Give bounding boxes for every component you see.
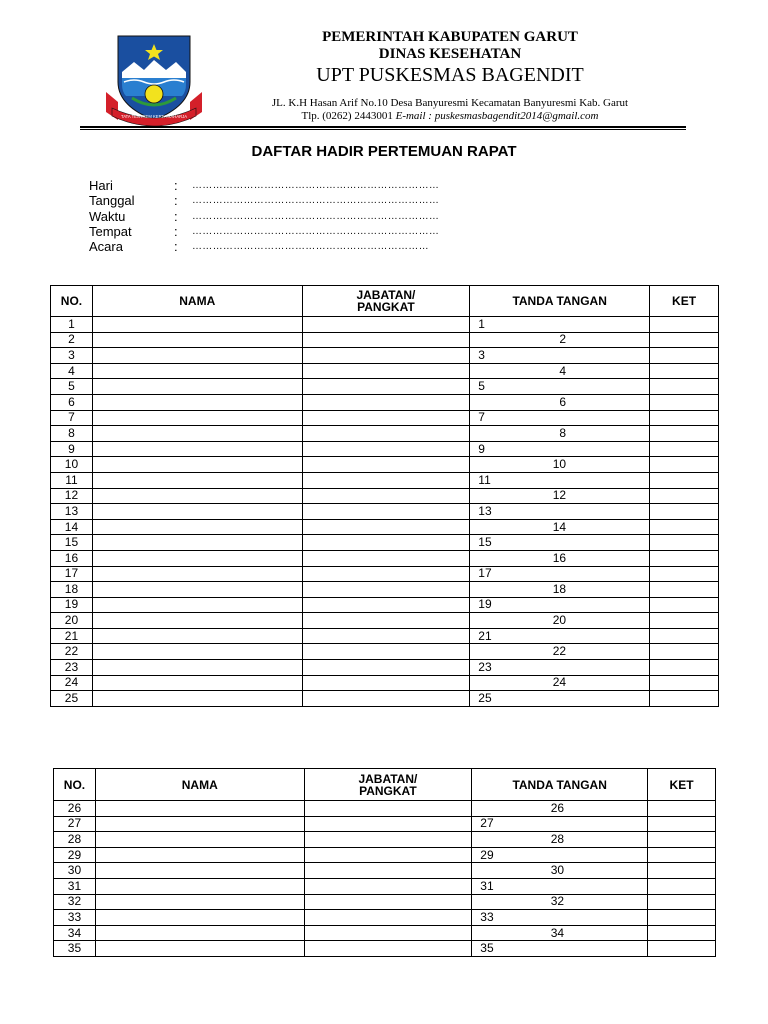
table-row [51,582,719,598]
signature-number: 2 [559,332,567,347]
signature-number: 19 [478,597,492,612]
name-cell[interactable] [92,535,302,551]
position-cell[interactable] [302,394,470,410]
row-number: 4 [51,363,93,379]
signature-number: 28 [550,831,565,846]
header-signature: TANDA TANGAN [472,769,648,801]
position-cell[interactable] [304,816,472,832]
remarks-cell[interactable] [650,472,719,488]
row-number: 15 [51,535,93,551]
remarks-cell[interactable] [650,394,719,410]
position-cell[interactable] [302,457,470,473]
remarks-cell[interactable] [648,925,716,941]
name-cell[interactable] [95,832,304,848]
position-cell[interactable] [302,613,470,629]
signature-number: 33 [480,909,494,924]
remarks-cell[interactable] [650,410,719,426]
signature-cell[interactable] [470,628,650,644]
info-label: Waktu [89,208,126,224]
row-number: 32 [54,894,96,910]
signature-cell[interactable] [472,941,648,957]
signature-cell[interactable] [470,332,650,348]
name-cell[interactable] [92,691,302,707]
row-number: 30 [54,863,96,879]
remarks-cell[interactable] [650,644,719,660]
signature-cell[interactable] [470,519,650,535]
name-cell[interactable] [92,644,302,660]
signature-number: 4 [559,363,567,378]
signature-number: 16 [552,550,567,565]
name-cell[interactable] [95,801,304,817]
name-cell[interactable] [92,660,302,676]
info-dots: ……………………………………………………………… [192,210,440,222]
signature-cell[interactable] [470,457,650,473]
name-cell[interactable] [92,488,302,504]
attendance-rows-2 [54,801,716,957]
signature-cell[interactable] [470,441,650,457]
header-email: E-mail : puskesmasbagendit2014@gmail.com [395,110,599,122]
remarks-cell[interactable] [650,660,719,676]
remarks-cell[interactable] [650,363,719,379]
name-cell[interactable] [92,332,302,348]
signature-number: 18 [552,581,567,596]
row-number: 25 [51,691,93,707]
row-number: 6 [51,394,93,410]
remarks-cell[interactable] [648,878,716,894]
header-institution: UPT PUSKESMAS BAGENDIT [316,64,584,86]
signature-cell[interactable] [470,394,650,410]
row-number: 19 [51,597,93,613]
position-cell[interactable] [302,519,470,535]
table-row [51,457,719,473]
signature-number: 22 [552,644,567,659]
position-cell[interactable] [304,910,472,926]
position-cell[interactable] [304,878,472,894]
info-colon: : [174,208,178,224]
row-number: 13 [51,504,93,520]
signature-number: 32 [550,894,565,909]
remarks-cell[interactable] [650,379,719,395]
signature-cell[interactable] [470,660,650,676]
remarks-cell[interactable] [650,426,719,442]
table-row [51,332,719,348]
signature-number: 34 [550,925,565,940]
info-dots: ……………………………………………………………… [192,180,440,191]
table-row [51,535,719,551]
row-number: 35 [54,941,96,957]
signature-number: 17 [478,566,492,581]
name-cell[interactable] [92,472,302,488]
row-number: 28 [54,832,96,848]
row-number: 3 [51,348,93,364]
row-number: 26 [54,801,96,817]
info-label: Hari [89,178,113,193]
name-cell[interactable] [92,394,302,410]
row-number: 23 [51,660,93,676]
name-cell[interactable] [95,847,304,863]
row-number: 20 [51,613,93,629]
position-cell[interactable] [302,644,470,660]
name-cell[interactable] [92,410,302,426]
table-row [51,675,719,691]
signature-number: 25 [478,691,492,706]
row-number: 11 [51,472,93,488]
position-cell[interactable] [302,410,470,426]
row-number: 2 [51,332,93,348]
row-number: 18 [51,582,93,598]
header-government: PEMERINTAH KABUPATEN GARUT [322,29,578,45]
header-no: NO. [51,286,93,317]
remarks-cell[interactable] [650,535,719,551]
row-number: 21 [51,628,93,644]
row-number: 10 [51,457,93,473]
signature-number: 10 [552,457,567,472]
signature-cell[interactable] [470,363,650,379]
position-cell[interactable] [302,675,470,691]
garut-regency-logo [104,32,204,126]
signature-cell[interactable] [472,801,648,817]
signature-cell[interactable] [470,535,650,551]
position-cell[interactable] [302,691,470,707]
remarks-cell[interactable] [650,441,719,457]
signature-cell[interactable] [472,847,648,863]
table-row [51,441,719,457]
signature-cell[interactable] [472,816,648,832]
position-cell[interactable] [302,628,470,644]
signature-number: 26 [550,800,565,815]
row-number: 29 [54,847,96,863]
header-name: NAMA [92,286,302,317]
position-cell[interactable] [302,363,470,379]
remarks-cell[interactable] [648,816,716,832]
table-row [54,816,716,832]
attendance-rows-1 [51,317,719,707]
remarks-cell[interactable] [650,504,719,520]
table-row [54,925,716,941]
signature-cell[interactable] [472,894,648,910]
table-row [51,550,719,566]
position-cell[interactable] [302,597,470,613]
signature-cell[interactable] [470,504,650,520]
position-cell[interactable] [302,317,470,333]
signature-number: 6 [559,394,567,409]
table-row [51,317,719,333]
remarks-cell[interactable] [650,317,719,333]
signature-cell[interactable] [470,582,650,598]
table-row [54,878,716,894]
signature-cell[interactable] [470,644,650,660]
name-cell[interactable] [92,550,302,566]
position-cell[interactable] [304,894,472,910]
name-cell[interactable] [92,441,302,457]
remarks-cell[interactable] [648,832,716,848]
row-number: 1 [51,317,93,333]
signature-cell[interactable] [472,910,648,926]
header-name: NAMA [95,769,304,801]
signature-number: 3 [478,347,485,362]
remarks-cell[interactable] [650,675,719,691]
signature-number: 21 [478,628,492,643]
header-no: NO. [54,769,96,801]
row-number: 8 [51,426,93,442]
row-number: 5 [51,379,93,395]
info-colon: : [174,178,178,193]
signature-number: 30 [550,863,565,878]
attendance-table-1 [50,285,719,707]
signature-number: 12 [552,488,567,503]
remarks-cell[interactable] [650,457,719,473]
name-cell[interactable] [92,457,302,473]
table-row [51,628,719,644]
signature-number: 11 [478,472,491,487]
signature-cell[interactable] [470,675,650,691]
position-cell[interactable] [302,582,470,598]
position-cell[interactable] [304,801,472,817]
name-cell[interactable] [92,675,302,691]
position-cell[interactable] [302,566,470,582]
row-number: 9 [51,441,93,457]
row-number: 24 [51,675,93,691]
remarks-cell[interactable] [648,910,716,926]
signature-number: 13 [478,503,492,518]
table-row [51,504,719,520]
info-dots: ……………………………………………………………… [192,225,440,237]
header-position: JABATAN/ PANGKAT [304,769,472,801]
info-dots: …………………………………………………………… [192,241,429,253]
remarks-cell[interactable] [650,550,719,566]
remarks-cell[interactable] [648,847,716,863]
table-row [51,644,719,660]
name-cell[interactable] [92,613,302,629]
position-cell[interactable] [302,550,470,566]
row-number: 27 [54,816,96,832]
header-remarks: KET [650,286,719,317]
table-row [51,566,719,582]
signature-cell[interactable] [470,472,650,488]
position-cell[interactable] [302,348,470,364]
signature-number: 5 [478,379,485,394]
signature-cell[interactable] [472,863,648,879]
header-signature: TANDA TANGAN [470,286,650,317]
signature-cell[interactable] [470,379,650,395]
table-row [54,801,716,817]
info-colon: : [174,239,178,255]
signature-number: 15 [478,535,492,550]
position-cell[interactable] [302,379,470,395]
name-cell[interactable] [95,910,304,926]
signature-number: 20 [552,613,567,628]
position-cell[interactable] [304,925,472,941]
table-row [54,847,716,863]
row-number: 33 [54,910,96,926]
remarks-cell[interactable] [650,566,719,582]
signature-cell[interactable] [470,317,650,333]
table-row [51,348,719,364]
name-cell[interactable] [92,566,302,582]
header-remarks: KET [648,769,716,801]
position-cell[interactable] [302,441,470,457]
row-number: 12 [51,488,93,504]
position-cell[interactable] [304,941,472,957]
signature-cell[interactable] [470,410,650,426]
attendance-table-2 [53,768,716,957]
signature-number: 27 [480,816,494,831]
row-number: 7 [51,410,93,426]
remarks-cell[interactable] [648,863,716,879]
position-cell[interactable] [302,426,470,442]
info-colon: : [174,193,178,209]
signature-number: 9 [478,441,485,456]
name-cell[interactable] [95,878,304,894]
remarks-cell[interactable] [648,801,716,817]
table-row [51,363,719,379]
table-row [51,472,719,488]
header-rule-thin [80,129,686,130]
remarks-cell[interactable] [650,332,719,348]
signature-number: 8 [559,425,567,440]
info-label: Tanggal [89,193,135,209]
signature-cell[interactable] [472,832,648,848]
row-number: 14 [51,519,93,535]
name-cell[interactable] [95,816,304,832]
signature-number: 31 [480,878,494,893]
table-row [54,941,716,957]
info-label: Acara [89,239,123,255]
name-cell[interactable] [92,348,302,364]
info-colon: : [174,223,178,239]
signature-cell[interactable] [472,925,648,941]
signature-cell[interactable] [470,488,650,504]
name-cell[interactable] [92,504,302,520]
remarks-cell[interactable] [650,691,719,707]
position-cell[interactable] [304,847,472,863]
table-row [54,863,716,879]
remarks-cell[interactable] [650,519,719,535]
table-row [51,410,719,426]
table-row [54,910,716,926]
position-cell[interactable] [302,504,470,520]
table-row [51,379,719,395]
row-number: 34 [54,925,96,941]
remarks-cell[interactable] [650,613,719,629]
remarks-cell[interactable] [650,348,719,364]
table-row [51,488,719,504]
signature-number: 29 [480,847,494,862]
name-cell[interactable] [92,519,302,535]
header-contact [220,110,680,122]
row-number: 22 [51,644,93,660]
name-cell[interactable] [92,597,302,613]
table-row [51,660,719,676]
name-cell[interactable] [95,894,304,910]
signature-cell[interactable] [470,691,650,707]
info-dots: ……………………………………………………………… [192,195,440,207]
table-row [51,613,719,629]
remarks-cell[interactable] [650,597,719,613]
signature-number: 1 [478,316,485,331]
signature-cell[interactable] [470,426,650,442]
name-cell[interactable] [95,941,304,957]
header-phone: Tlp. (0262) 2443001 [301,110,393,122]
signature-cell[interactable] [470,566,650,582]
position-cell[interactable] [302,535,470,551]
remarks-cell[interactable] [648,894,716,910]
table-row [51,394,719,410]
position-cell[interactable] [302,660,470,676]
name-cell[interactable] [92,582,302,598]
header-position: JABATAN/ PANGKAT [302,286,470,317]
row-number: 17 [51,566,93,582]
header-rule-thick [80,126,686,128]
logo-motto: TATA TENTREM KERTA RAHARJA [120,114,188,119]
signature-cell[interactable] [472,878,648,894]
signature-cell[interactable] [470,550,650,566]
position-cell[interactable] [304,863,472,879]
table-row [54,832,716,848]
header-address: JL. K.H Hasan Arif No.10 Desa Banyuresmi Kecamatan Banyuresmi Kab. Garut [271,97,629,109]
position-cell[interactable] [302,332,470,348]
signature-number: 14 [552,519,567,534]
table-row [51,519,719,535]
name-cell[interactable] [92,317,302,333]
signature-number: 23 [478,659,492,674]
signature-number: 7 [478,410,485,425]
table-row [51,426,719,442]
position-cell[interactable] [304,832,472,848]
table-row [54,894,716,910]
row-number: 16 [51,550,93,566]
signature-cell[interactable] [470,348,650,364]
signature-number: 35 [480,941,494,956]
table-row [51,597,719,613]
document-title: DAFTAR HADIR PERTEMUAN RAPAT [251,143,517,160]
signature-cell[interactable] [470,613,650,629]
signature-cell[interactable] [470,597,650,613]
name-cell[interactable] [92,628,302,644]
table-row [51,691,719,707]
info-label: Tempat [89,223,132,239]
position-cell[interactable] [302,472,470,488]
signature-number: 24 [552,675,567,690]
header-department: DINAS KESEHATAN [378,46,522,62]
remarks-cell[interactable] [648,941,716,957]
remarks-cell[interactable] [650,628,719,644]
name-cell[interactable] [92,363,302,379]
position-cell[interactable] [302,488,470,504]
name-cell[interactable] [92,426,302,442]
remarks-cell[interactable] [650,582,719,598]
name-cell[interactable] [92,379,302,395]
name-cell[interactable] [95,863,304,879]
remarks-cell[interactable] [650,488,719,504]
name-cell[interactable] [95,925,304,941]
row-number: 31 [54,878,96,894]
